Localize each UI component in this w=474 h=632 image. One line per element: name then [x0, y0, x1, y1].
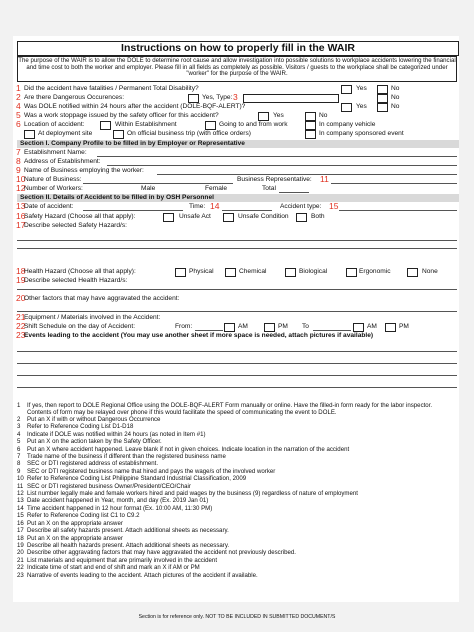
am-label: AM: [238, 323, 248, 330]
loc-within-label: Within Establishment: [115, 121, 177, 128]
describe-safety-row: [17, 221, 459, 230]
note-item: [17, 527, 453, 534]
total-label: Total: [262, 185, 276, 192]
employer-name-row: [17, 166, 459, 175]
events-field[interactable]: [17, 351, 457, 352]
other-factors-label: Other factors that may have aggravated the accident:: [24, 295, 180, 302]
note-text: Put an X on the appropriate answer: [27, 519, 123, 527]
note-number: 6: [17, 445, 21, 453]
note-number: 5: [17, 438, 21, 446]
note-text: SEC or DTI registered business name that hired and pays the wage/s of the involved worker: [27, 467, 276, 475]
no-label: No: [391, 103, 400, 110]
margin-number: 12: [16, 183, 26, 193]
date-time-row: [17, 202, 459, 211]
margin-number: 4: [16, 101, 21, 111]
location-row-2: [17, 129, 459, 138]
health-hazard-label: Health Hazard (Choose all that apply):: [24, 268, 136, 275]
note-number: 2: [17, 416, 21, 423]
note-number: 17: [17, 527, 24, 535]
note-text: Describe other aggravating factors that may have aggravated the accident not previously described.: [27, 549, 296, 557]
note-item: [17, 416, 453, 423]
describe-health-field[interactable]: [17, 289, 457, 290]
margin-number: 7: [16, 147, 21, 157]
note-number: 20: [17, 549, 24, 557]
no-label: No: [319, 112, 328, 119]
question-dangerous: Are there Dangerous Occurences:: [24, 94, 125, 101]
time-label: Time:: [189, 203, 206, 210]
workers-label: Number of Workers:: [24, 185, 83, 192]
note-item: [17, 512, 453, 519]
question-work-stoppage-row: [17, 111, 459, 120]
note-number: 16: [17, 519, 24, 527]
male-label: Male: [141, 185, 156, 192]
margin-number: 2: [16, 92, 21, 102]
question-dangerous-row: [17, 93, 459, 102]
safety-hazard-label: Safety Hazard (Choose all that apply):: [24, 213, 136, 220]
page-title: Instructions on how to properly fill in the WAIR: [17, 41, 459, 56]
female-label: Female: [205, 185, 227, 192]
yes-label: Yes: [356, 103, 367, 110]
health-hazard-row: [17, 267, 459, 276]
note-number: 18: [17, 534, 24, 542]
note-number: 9: [17, 467, 21, 475]
instruction-notes: [17, 402, 453, 579]
note-number: 12: [17, 490, 24, 498]
note-text: Refer to Reference Coding List D1-D18: [27, 423, 134, 431]
note-item: [17, 497, 453, 504]
note-number: 21: [17, 556, 24, 564]
note-text: SEC or DTI registered business Owner/President/CEO/Chair: [27, 482, 191, 490]
from-label: From:: [175, 323, 193, 330]
intro-paragraph: The purpose of the WAIR is to allow the DOLE to determine root cause and allow investigation into possible solutions to workplace accidents lowering the financial and time cost to both the worker and employer. Please fill in all fields as completely as possible. Visitors / guests to the workplace shall be categorized under "worker" for the purpose of the WAIR.: [17, 56, 457, 82]
yes-label: Yes: [273, 112, 284, 119]
note-number: 4: [17, 430, 21, 438]
margin-number: 1: [16, 83, 21, 93]
note-number: 14: [17, 504, 24, 512]
total-field[interactable]: [279, 192, 309, 193]
note-item: [17, 460, 453, 467]
question-work-stoppage: Was a work stoppage issued by the safety officer for this accident?: [24, 112, 219, 119]
nature-label: Nature of Business:: [24, 176, 82, 183]
loc-deployment-label: At deployment site: [38, 130, 93, 137]
equipment-row: [17, 313, 459, 322]
equipment-label: Equipment / Materials involved in the Accident:: [24, 314, 161, 321]
note-text: If yes, then report to DOLE Regional Office using the DOLE-BQF-ALERT Form manually or online. Have the filled-in form ready for the labor inspector. Contents of form may be relayed over phone if this would facilitate the speed of communicating the event to DOLE.: [27, 402, 433, 416]
margin-number: 16: [16, 211, 26, 221]
chemical-label: Chemical: [239, 268, 267, 275]
nature-row: [17, 175, 459, 184]
margin-number: 15: [329, 201, 339, 211]
location-label: Location of accident:: [24, 121, 85, 128]
section-2-heading: Section II. Details of Accident to be filled in by OSH Personnel: [17, 194, 459, 202]
yes-type-label: Yes, Type:: [202, 94, 233, 101]
margin-number: 19: [16, 275, 26, 285]
note-text: Put an X where accident happened. Leave blank if not in given choices. Indicate location in the narration of the accident: [27, 445, 350, 453]
events-field-4[interactable]: [17, 387, 457, 388]
note-item: [17, 468, 453, 475]
safety-hazard-row: [17, 212, 459, 221]
loc-official-checkbox[interactable]: [113, 130, 124, 139]
shift-label: Shift Schedule on the day of Accident:: [24, 323, 136, 330]
biological-label: Biological: [299, 268, 328, 275]
note-item: [17, 542, 453, 549]
note-item: [17, 431, 453, 438]
note-text: Time accident happened in 12 hour format (Ex. 10:00 AM, 11:30 PM): [27, 504, 213, 512]
note-item: [17, 505, 453, 512]
margin-number: 20: [16, 293, 26, 303]
margin-number: 18: [16, 266, 26, 276]
note-item: [17, 549, 453, 556]
note-item: [17, 520, 453, 527]
note-number: 23: [17, 571, 24, 579]
note-number: 8: [17, 460, 21, 468]
margin-number: 3: [233, 92, 238, 102]
note-number: 15: [17, 512, 24, 520]
pm-label: PM: [399, 323, 409, 330]
address-row: [17, 157, 459, 166]
establishment-label: Establishment Name:: [24, 149, 87, 156]
question-fatalities-row: [17, 84, 459, 93]
none-label: None: [422, 268, 438, 275]
yes-label: Yes: [356, 85, 367, 92]
note-item: [17, 557, 453, 564]
note-item: [17, 490, 453, 497]
note-item: [17, 423, 453, 430]
section-1-heading: Section I. Company Profile to be filled in by Employer or Representative: [17, 140, 459, 148]
describe-health-row: [17, 276, 459, 285]
note-item: [17, 572, 453, 579]
unsafe-condition-label: Unsafe Condition: [238, 213, 289, 220]
margin-number: 11: [320, 174, 329, 184]
note-item: [17, 402, 453, 416]
margin-number: 5: [16, 110, 21, 120]
date-label: Date of accident:: [24, 203, 74, 210]
margin-number: 17: [16, 220, 26, 230]
describe-safety-field[interactable]: [17, 240, 457, 241]
note-number: 19: [17, 541, 24, 549]
note-text: Refer to Reference Coding List Philippine Standard Industrial Classification, 2009: [27, 475, 247, 483]
note-text: Refer to Reference Coding list C1 to C9.2: [27, 512, 140, 520]
am-label: AM: [367, 323, 377, 330]
margin-number: 21: [16, 312, 26, 322]
margin-number: 23: [16, 330, 26, 340]
note-text: Indicate if DOLE was notified within 24 hours (as noted in Item #1): [27, 430, 206, 438]
pm-label: PM: [278, 323, 288, 330]
note-item: [17, 535, 453, 542]
note-item: [17, 483, 453, 490]
no-label: No: [391, 85, 400, 92]
location-row-1: [17, 120, 459, 129]
describe-health-label: Describe selected Health Hazard/s:: [24, 277, 128, 284]
note-number: 7: [17, 453, 21, 461]
to-label: To: [302, 323, 309, 330]
ergonomic-label: Ergonomic: [359, 268, 391, 275]
events-field-3[interactable]: [17, 375, 457, 376]
describe-safety-label: Describe selected Safety Hazard/s:: [24, 222, 127, 229]
note-text: List number legally male and female workers hired and paid wages by the business (9) regardless of nature of employment: [27, 490, 358, 498]
unsafe-act-label: Unsafe Act: [179, 213, 211, 220]
note-text: Indicate time of start and end of shift and mark an X if AM or PM: [27, 564, 200, 572]
question-fatalities: Did the accident have fatalities / Permanent Total Disability?: [24, 85, 199, 92]
other-factors-field[interactable]: [17, 311, 457, 312]
note-item: [17, 453, 453, 460]
margin-number: 10: [16, 174, 26, 184]
describe-safety-field-2[interactable]: [17, 248, 457, 249]
both-label: Both: [311, 213, 325, 220]
loc-going-label: Going to and from work: [219, 121, 288, 128]
loc-official-label: On official business trip (with office orders): [127, 130, 251, 137]
employer-name-label: Name of Business employing the worker:: [24, 167, 144, 174]
establishment-row: [17, 148, 459, 157]
footer-note: Section is for reference only. NOT TO BE INCLUDED IN SUBMITTED DOCUMENT/S: [138, 614, 336, 620]
other-factors-row: [17, 294, 459, 303]
note-text: Put an X on the action taken by the Safety Officer.: [27, 438, 162, 446]
note-item: [17, 564, 453, 571]
note-text: Date accident happened in Year, month, and day (Ex. 2019 Jan 01): [27, 497, 209, 505]
note-item: [17, 438, 453, 445]
note-text: Describe all safety hazards present. Attach additional sheets as necessary.: [27, 527, 229, 535]
time-field[interactable]: [222, 210, 272, 211]
events-field-2[interactable]: [17, 363, 457, 364]
note-item: [17, 446, 453, 453]
events-row: [17, 331, 459, 340]
address-label: Address of Establishment:: [24, 158, 101, 165]
accident-type-label: Accident type:: [280, 203, 322, 210]
margin-number: 22: [16, 321, 26, 331]
no-label: No: [391, 94, 400, 101]
note-text: Put an X if with or without Dangerous Occurrence: [27, 416, 161, 423]
note-item: [17, 475, 453, 482]
note-number: 13: [17, 497, 24, 505]
note-text: List materials and equipment that are primarily involved in the accident: [27, 556, 218, 564]
note-text: Put an X on the appropriate answer: [27, 534, 123, 542]
margin-number: 8: [16, 156, 21, 166]
shift-row: [17, 322, 459, 331]
note-number: 10: [17, 475, 24, 483]
rep-label: Business Representative:: [237, 176, 312, 183]
margin-number: 6: [16, 119, 21, 129]
accident-type-field[interactable]: [339, 210, 457, 211]
loc-event-checkbox[interactable]: [305, 130, 316, 139]
margin-number: 9: [16, 165, 21, 175]
question-dole-notified-row: [17, 102, 459, 111]
loc-vehicle-label: In company vehicle: [319, 121, 376, 128]
margin-number: 14: [210, 201, 220, 211]
loc-deployment-checkbox[interactable]: [24, 130, 35, 139]
loc-event-label: In company sponsored event: [319, 130, 404, 137]
workers-row: [17, 184, 459, 193]
events-label: Events leading to the accident (You may use another sheet if more space is needed, attach pictures if available): [24, 332, 374, 339]
date-field[interactable]: [83, 210, 183, 211]
physical-label: Physical: [189, 268, 214, 275]
note-text: SEC or DTI registered address of establishment.: [27, 460, 159, 468]
note-number: 3: [17, 423, 21, 431]
note-text: Describe all health hazards present. Attach additional sheets as necessary.: [27, 541, 230, 549]
note-text: Trade name of the business if different than the registered business name: [27, 453, 226, 461]
question-dole-notified: Was DOLE notified within 24 hours after the accident (DOLE-BQF-ALERT)?: [24, 103, 246, 110]
note-number: 11: [17, 482, 24, 490]
note-number: 1: [17, 402, 21, 409]
note-number: 22: [17, 564, 24, 572]
margin-number: 13: [16, 201, 26, 211]
note-text: Narrative of events leading to the accident. Attach pictures of the accident if available.: [27, 571, 258, 579]
